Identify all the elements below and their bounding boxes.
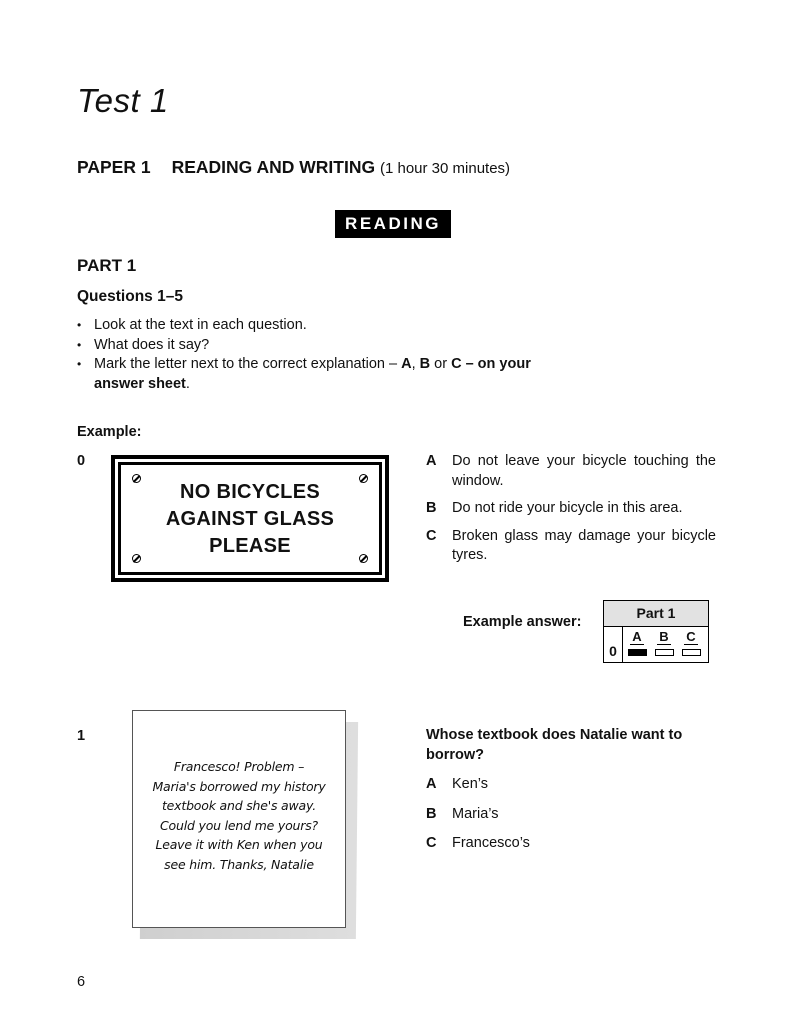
instruction-item: • Look at the text in each question. — [77, 316, 577, 336]
paper-title: READING AND WRITING — [171, 157, 376, 177]
answer-sheet-box — [603, 600, 709, 663]
instruction-item: • What does it say? — [77, 336, 577, 356]
example-label: Example: — [77, 424, 142, 440]
bullet-icon: • — [77, 357, 82, 371]
option-c: C Broken glass may damage your bicycle tyres. — [426, 527, 716, 563]
page-number: 6 — [77, 974, 86, 990]
option-c[interactable]: C Francesco’s — [426, 835, 530, 851]
instructions-list — [77, 316, 577, 394]
answer-mark-empty — [655, 649, 674, 656]
answer-option-b: B — [653, 629, 675, 656]
example-answer-label: Example answer: — [463, 614, 582, 630]
question-number: 1 — [77, 728, 86, 744]
section-badge: READING — [335, 210, 451, 238]
example-options — [426, 452, 716, 574]
sign-image — [111, 455, 389, 582]
bullet-icon: • — [77, 318, 82, 332]
note-text: Francesco! Problem – Maria's borrowed my history textbook and she's away. Could you lend me yours? Leave it with Ken when you see him. Thanks, Natalie — [152, 759, 326, 872]
note-image — [132, 710, 346, 928]
option-a: A Do not leave your bicycle touching the window. — [426, 453, 716, 489]
paper-label: PAPER 1 — [77, 157, 151, 177]
answer-option-a: A — [626, 629, 648, 656]
part-title: PART 1 — [77, 256, 137, 275]
answer-option-c: C — [680, 629, 702, 656]
questions-range: Questions 1–5 — [77, 288, 183, 305]
example-number: 0 — [77, 453, 86, 469]
answer-mark-empty — [682, 649, 701, 656]
sign-text: NO BICYCLES AGAINST GLASS PLEASE — [165, 481, 335, 557]
answer-row-number: 0 — [604, 627, 623, 662]
answer-mark-filled — [628, 649, 647, 656]
test-title: Test 1 — [77, 82, 169, 119]
paper-heading — [77, 157, 510, 178]
paper-duration: (1 hour 30 minutes) — [379, 160, 511, 177]
bullet-icon: • — [77, 337, 82, 352]
instruction-item: • Mark the letter next to the correct explanation – A, B or C – on your answer sheet. — [77, 356, 531, 392]
option-b: B Do not ride your bicycle in this area. — [426, 500, 683, 516]
option-b[interactable]: B Maria’s — [426, 805, 499, 822]
question-options — [426, 775, 716, 862]
answer-sheet-header: Part 1 — [604, 601, 708, 627]
option-a[interactable]: A Ken’s — [426, 776, 489, 792]
question-text: Whose textbook does Natalie want to borrow? — [426, 727, 683, 763]
